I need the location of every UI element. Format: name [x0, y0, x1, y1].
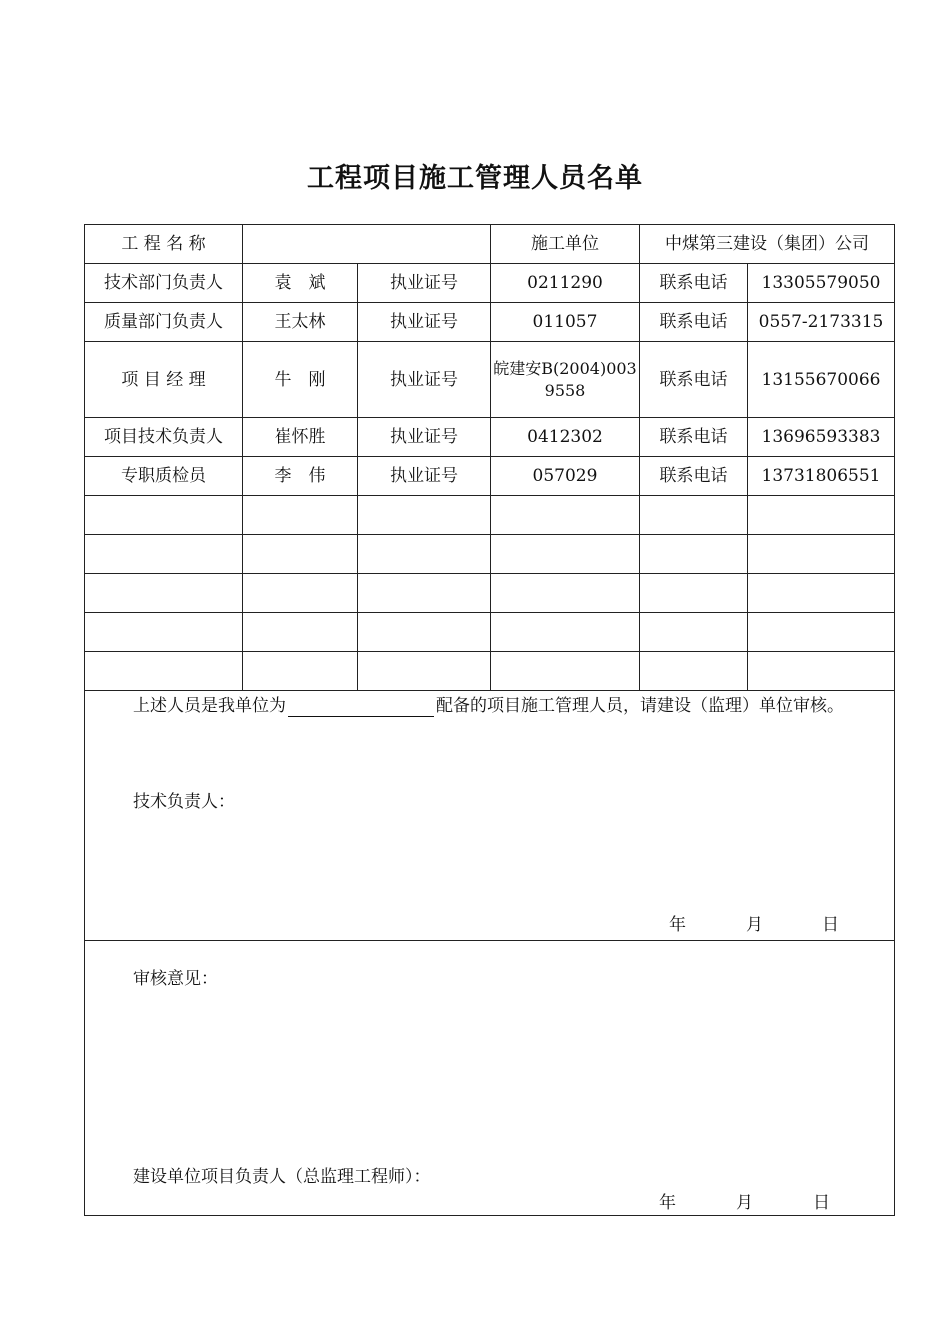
empty-cell[interactable]	[491, 496, 640, 535]
empty-cell[interactable]	[748, 652, 895, 691]
staff-role: 项目技术负责人	[85, 418, 243, 457]
empty-cell[interactable]	[358, 652, 491, 691]
staff-row	[85, 264, 895, 303]
declaration-text	[133, 695, 844, 717]
staff-name: 王太林	[243, 303, 358, 342]
staff-name: 袁 斌	[243, 264, 358, 303]
project-header-row	[85, 225, 895, 264]
cert-number: 0211290	[491, 264, 640, 303]
empty-cell[interactable]	[243, 574, 358, 613]
declaration-text-before: 上述人员是我单位为	[133, 696, 286, 716]
staff-role: 技术部门负责人	[85, 264, 243, 303]
staff-role: 专职质检员	[85, 457, 243, 496]
staff-name: 崔怀胜	[243, 418, 358, 457]
empty-cell[interactable]	[243, 496, 358, 535]
empty-cell[interactable]	[85, 496, 243, 535]
staff-table	[84, 224, 895, 1216]
empty-cell[interactable]	[491, 613, 640, 652]
empty-cell[interactable]	[358, 613, 491, 652]
project-name-field[interactable]	[243, 225, 491, 264]
empty-cell[interactable]	[640, 496, 748, 535]
empty-row	[85, 574, 895, 613]
phone-label: 联系电话	[640, 342, 748, 418]
staff-name: 李 伟	[243, 457, 358, 496]
empty-cell[interactable]	[85, 613, 243, 652]
tech-lead-signature-label: 技术负责人：	[133, 792, 235, 812]
review-opinion-label: 审核意见：	[133, 969, 218, 989]
empty-row	[85, 613, 895, 652]
cert-label: 执业证号	[358, 264, 491, 303]
staff-row	[85, 418, 895, 457]
cert-number: 057029	[491, 457, 640, 496]
phone-number: 13696593383	[748, 418, 895, 457]
empty-cell[interactable]	[640, 613, 748, 652]
staff-role: 质量部门负责人	[85, 303, 243, 342]
empty-cell[interactable]	[748, 574, 895, 613]
declaration-month: 月	[746, 915, 763, 935]
empty-row	[85, 535, 895, 574]
cert-number: 皖建安B(2004)0039558	[491, 342, 640, 418]
unit-blank-field[interactable]	[288, 698, 434, 717]
cert-label: 执业证号	[358, 457, 491, 496]
empty-cell[interactable]	[85, 535, 243, 574]
empty-cell[interactable]	[640, 535, 748, 574]
review-month: 月	[736, 1193, 753, 1213]
declaration-row	[85, 691, 895, 941]
declaration-day: 日	[822, 915, 839, 935]
declaration-year: 年	[669, 915, 686, 935]
cert-label: 执业证号	[358, 342, 491, 418]
declaration-section	[85, 691, 895, 941]
staff-role: 项 目 经 理	[85, 342, 243, 418]
phone-label: 联系电话	[640, 303, 748, 342]
empty-cell[interactable]	[748, 496, 895, 535]
staff-row	[85, 303, 895, 342]
cert-number: 0412302	[491, 418, 640, 457]
empty-cell[interactable]	[243, 535, 358, 574]
staff-row	[85, 457, 895, 496]
empty-cell[interactable]	[640, 652, 748, 691]
empty-cell[interactable]	[491, 652, 640, 691]
empty-cell[interactable]	[748, 535, 895, 574]
empty-cell[interactable]	[748, 613, 895, 652]
phone-label: 联系电话	[640, 457, 748, 496]
cert-number: 011057	[491, 303, 640, 342]
empty-cell[interactable]	[491, 535, 640, 574]
review-year: 年	[659, 1193, 676, 1213]
empty-cell[interactable]	[358, 574, 491, 613]
contractor-label: 施工单位	[491, 225, 640, 264]
empty-cell[interactable]	[640, 574, 748, 613]
empty-cell[interactable]	[491, 574, 640, 613]
phone-number: 0557-2173315	[748, 303, 895, 342]
empty-cell[interactable]	[243, 613, 358, 652]
phone-label: 联系电话	[640, 418, 748, 457]
cert-label: 执业证号	[358, 418, 491, 457]
declaration-text-after: 配备的项目施工管理人员，请建设（监理）单位审核。	[436, 696, 844, 716]
phone-number: 13731806551	[748, 457, 895, 496]
empty-cell[interactable]	[85, 574, 243, 613]
empty-row	[85, 496, 895, 535]
cert-label: 执业证号	[358, 303, 491, 342]
review-row	[85, 941, 895, 1216]
owner-signature-label: 建设单位项目负责人（总监理工程师）：	[133, 1167, 431, 1187]
document-title: 工程项目施工管理人员名单	[307, 163, 643, 194]
empty-row	[85, 652, 895, 691]
staff-row	[85, 342, 895, 418]
review-day: 日	[813, 1193, 830, 1213]
phone-number: 13155670066	[748, 342, 895, 418]
empty-cell[interactable]	[243, 652, 358, 691]
phone-number: 13305579050	[748, 264, 895, 303]
empty-cell[interactable]	[358, 535, 491, 574]
staff-name: 牛 刚	[243, 342, 358, 418]
phone-label: 联系电话	[640, 264, 748, 303]
contractor-value: 中煤第三建设（集团）公司	[640, 225, 895, 264]
project-name-label: 工 程 名 称	[85, 225, 243, 264]
review-section	[85, 941, 895, 1216]
empty-cell[interactable]	[85, 652, 243, 691]
empty-cell[interactable]	[358, 496, 491, 535]
